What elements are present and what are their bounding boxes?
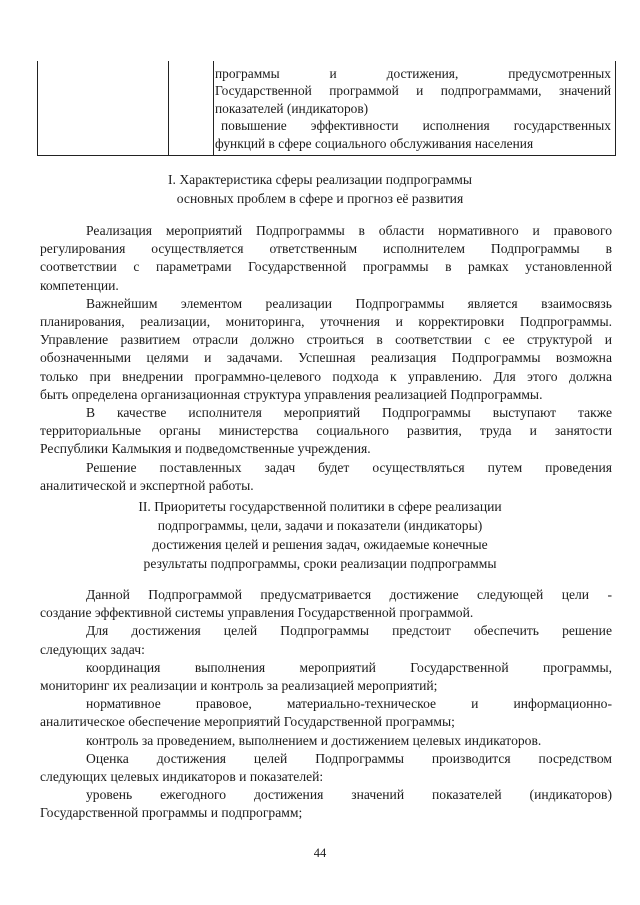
paragraph-line: следующих целевых индикаторов и показателей: xyxy=(40,769,324,785)
paragraph-line: Республики Калмыкия и подведомственные учреждения. xyxy=(40,441,371,457)
table-line: программы и достижения, предусмотренных xyxy=(215,66,611,81)
list-item-line: аналитическое обеспечение мероприятий Государственной программы; xyxy=(40,714,455,730)
table-line: повышение эффективности исполнения государственных xyxy=(221,118,611,134)
paragraph-line: Для достижения целей Подпрограммы предстоит обеспечить решение xyxy=(86,623,612,639)
heading-line: основных проблем в сфере и прогноз её развития xyxy=(176,191,464,206)
list-item-line: нормативное правовое, материально-техническое и информационно- xyxy=(86,696,612,712)
section1-heading xyxy=(40,170,600,208)
paragraph-line: регулирования осуществляется ответственным исполнителем Подпрограммы в xyxy=(40,241,612,257)
heading-line: результаты подпрограммы, сроки реализации подпрограммы xyxy=(143,556,497,571)
paragraph-line: создание эффективной системы управления Государственной программой. xyxy=(40,605,474,621)
table-cell-empty-2 xyxy=(169,61,214,155)
paragraph-line: В качестве исполнителя мероприятий Подпрограммы выступают также xyxy=(86,405,612,421)
heading-line: достижения целей и решения задач, ожидаемые конечные xyxy=(152,537,488,552)
paragraph-line: только при внедрении программно-целевого подхода к управлению. Для этого должна xyxy=(40,368,612,384)
table-line: показателей (индикаторов) xyxy=(215,100,369,116)
paragraph-line: Реализация мероприятий Подпрограммы в области нормативного и правового xyxy=(86,223,612,238)
paragraph-line: обозначенными целями и задачами. Успешная реализация Подпрограммы возможна xyxy=(40,350,612,366)
list-item-line: контроль за проведением, выполнением и достижением целевых индикаторов. xyxy=(86,732,542,748)
table-line: функций в сфере социального обслуживания населения xyxy=(215,135,534,151)
list-item-line: мониторинг их реализации и контроль за реализацией мероприятий; xyxy=(40,678,438,694)
paragraph-line: быть определена организационная структура управления реализацией Подпрограммы. xyxy=(40,386,543,402)
heading-line: I. Характеристика сферы реализации подпрограммы xyxy=(168,172,472,187)
table-fragment xyxy=(37,61,616,156)
section2-body xyxy=(40,586,612,823)
paragraph-line: планирования, реализации, мониторинга, уточнения и корректировки Подпрограммы. xyxy=(40,314,612,330)
table-cell-empty-1 xyxy=(38,61,169,155)
paragraph-line: аналитической и экспертной работы. xyxy=(40,477,254,493)
section2-heading xyxy=(40,497,600,573)
list-item-line: Государственной программы и подпрограмм; xyxy=(40,805,303,821)
paragraph-line: компетенции. xyxy=(40,277,119,293)
paragraph-line: Решение поставленных задач будет осуществляться путем проведения xyxy=(86,459,612,475)
table-cell-text xyxy=(215,65,611,152)
paragraph-line: Оценка достижения целей Подпрограммы производится посредством xyxy=(86,750,612,766)
list-item-line: координация выполнения мероприятий Государственной программы, xyxy=(86,659,612,675)
page-number: 44 xyxy=(313,846,327,860)
paragraph-line: Управление развитием отрасли должно строиться в соответствии с ее структурой и xyxy=(40,332,612,348)
heading-line: подпрограммы, цели, задачи и показатели (индикаторы) xyxy=(157,518,483,533)
section1-body xyxy=(40,222,612,495)
paragraph-line: соответствии с параметрами Государственной программы в рамках установленной xyxy=(40,259,612,275)
paragraph-line: территориальные органы министерства социального развития, труда и занятости xyxy=(40,423,612,439)
paragraph-line: Важнейшим элементом реализации Подпрограммы является взаимосвязь xyxy=(86,295,612,311)
paragraph-line: следующих задач: xyxy=(40,641,145,657)
heading-line: II. Приоритеты государственной политики в сфере реализации xyxy=(138,499,502,514)
table-line: Государственной программой и подпрограммами, значений xyxy=(215,83,611,99)
list-item-line: уровень ежегодного достижения значений показателей (индикаторов) xyxy=(86,787,612,803)
paragraph-line: Данной Подпрограммой предусматривается достижение следующей цели - xyxy=(86,587,612,602)
